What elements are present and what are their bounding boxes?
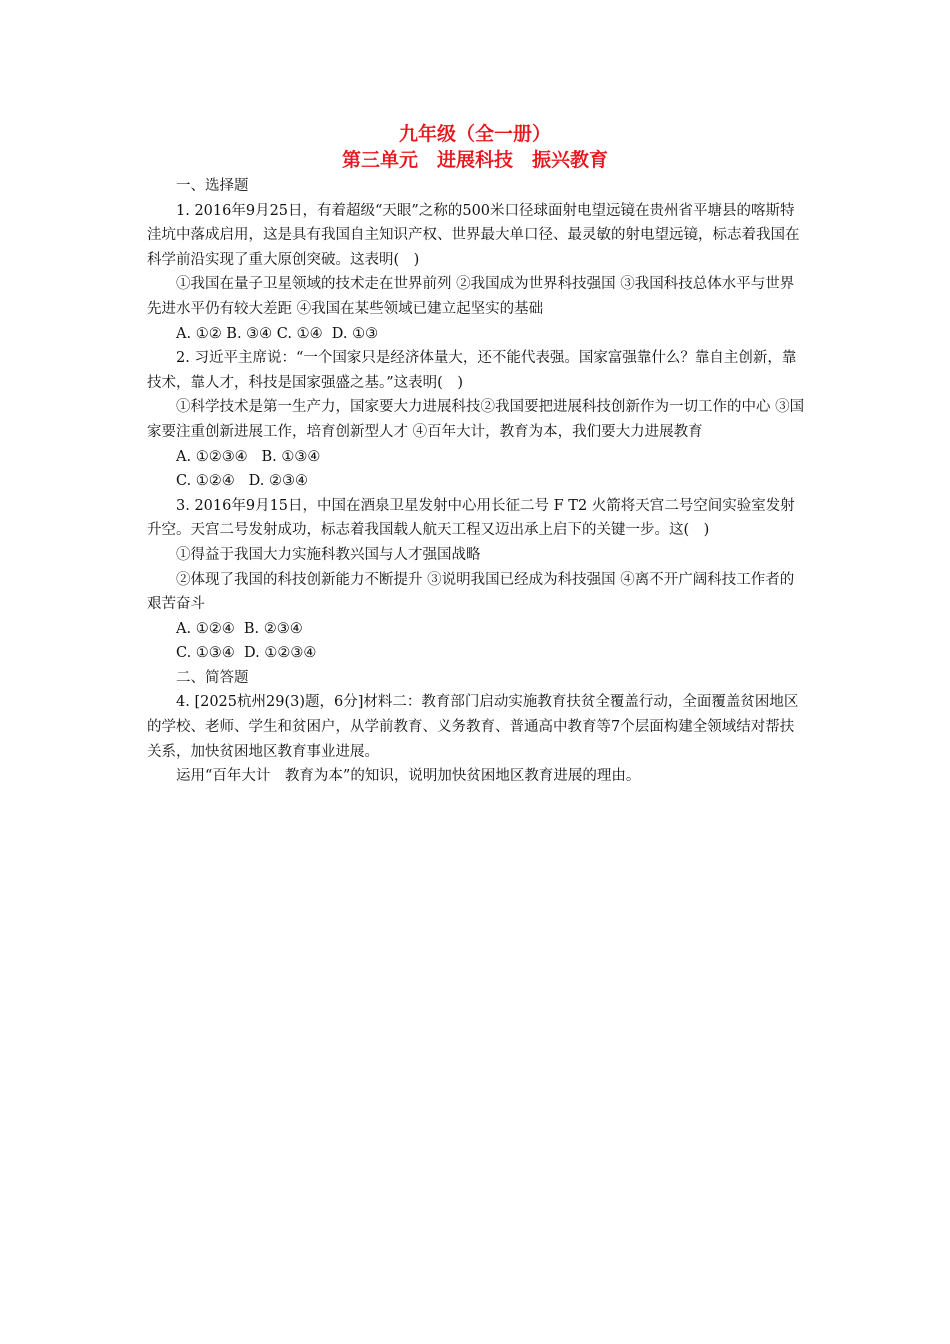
question-1-options: A. ①② B. ③④ C. ①④ D. ①③ xyxy=(176,325,379,342)
page-title: 九年级（全一册） xyxy=(398,123,551,145)
question-3-options-cd: C. ①③④ D. ①②③④ xyxy=(176,645,317,662)
question-2-statements: ①科学技术是第一生产力，国家要大力进展科技②我国要把进展科技创新作为一切工作的中心 ③国家要注重创新进展工作，培育创新型人才 ④百年大计，教育为本，我们要大力进展教育 xyxy=(147,399,805,440)
question-3-statements-234: ②体现了我国的科技创新能力不断提升 ③说明我国已经成为科技强国 ④离不开广阔科技工作者的艰苦奋斗 xyxy=(147,571,795,613)
unit-title: 第三单元 进展科技 振兴教育 xyxy=(341,149,608,171)
question-3-statement-1: ①得益于我国大力实施科教兴国与人才强国战略 xyxy=(176,546,481,563)
question-2-options-ab: A. ①②③④ B. ①③④ xyxy=(176,448,321,465)
question-3-options-ab: A. ①②④ B. ②③④ xyxy=(176,620,303,637)
question-4-stem: 4. [2025杭州29(3)题，6分]材料二：教育部门启动实施教育扶贫全覆盖行动，全面覆盖贫困地区的学校、老师、学生和贫困户，从学前教育、义务教育、普通高中教育等7个层面构建全领域结对帮扶关系，加快贫困地区教育事业进展。 xyxy=(147,694,799,760)
question-3-stem: 3. 2016年9月15日，中国在酒泉卫星发射中心用长征二号 F T2 火箭将天宫二号空间实验室发射升空。天宫二号发射成功，标志着我国载人航天工程又迈出承上启下的关键一步。这( ) xyxy=(147,497,795,539)
section-heading-choice: 一、选择题 xyxy=(176,178,249,194)
question-1-stem: 1. 2016年9月25日，有着超级“天眼”之称的500米口径球面射电望远镜在贵州省平塘县的喀斯特洼坑中落成启用，这是具有我国自主知识产权、世界最大单口径、最灵敏的射电望远镜，标志着我国在科学前沿实现了重大原创突破。这表明( ) xyxy=(147,202,800,268)
question-2-stem: 2. 习近平主席说：“一个国家只是经济体量大，还不能代表强。国家富强靠什么？靠自主创新，靠技术，靠人才，科技是国家强盛之基。”这表明( ) xyxy=(147,350,797,391)
section-heading-short-answer: 二、简答题 xyxy=(176,669,249,686)
question-4-task: 运用“百年大计 教育为本”的知识，说明加快贫困地区教育进展的理由。 xyxy=(176,768,641,785)
question-1-statements: ①我国在量子卫星领域的技术走在世界前列 ②我国成为世界科技强国 ③我国科技总体水平与世界先进水平仍有较大差距 ④我国在某些领域已建立起坚实的基础 xyxy=(147,276,795,317)
document-body xyxy=(147,174,807,789)
question-2-options-cd: C. ①②④ D. ②③④ xyxy=(176,473,308,490)
